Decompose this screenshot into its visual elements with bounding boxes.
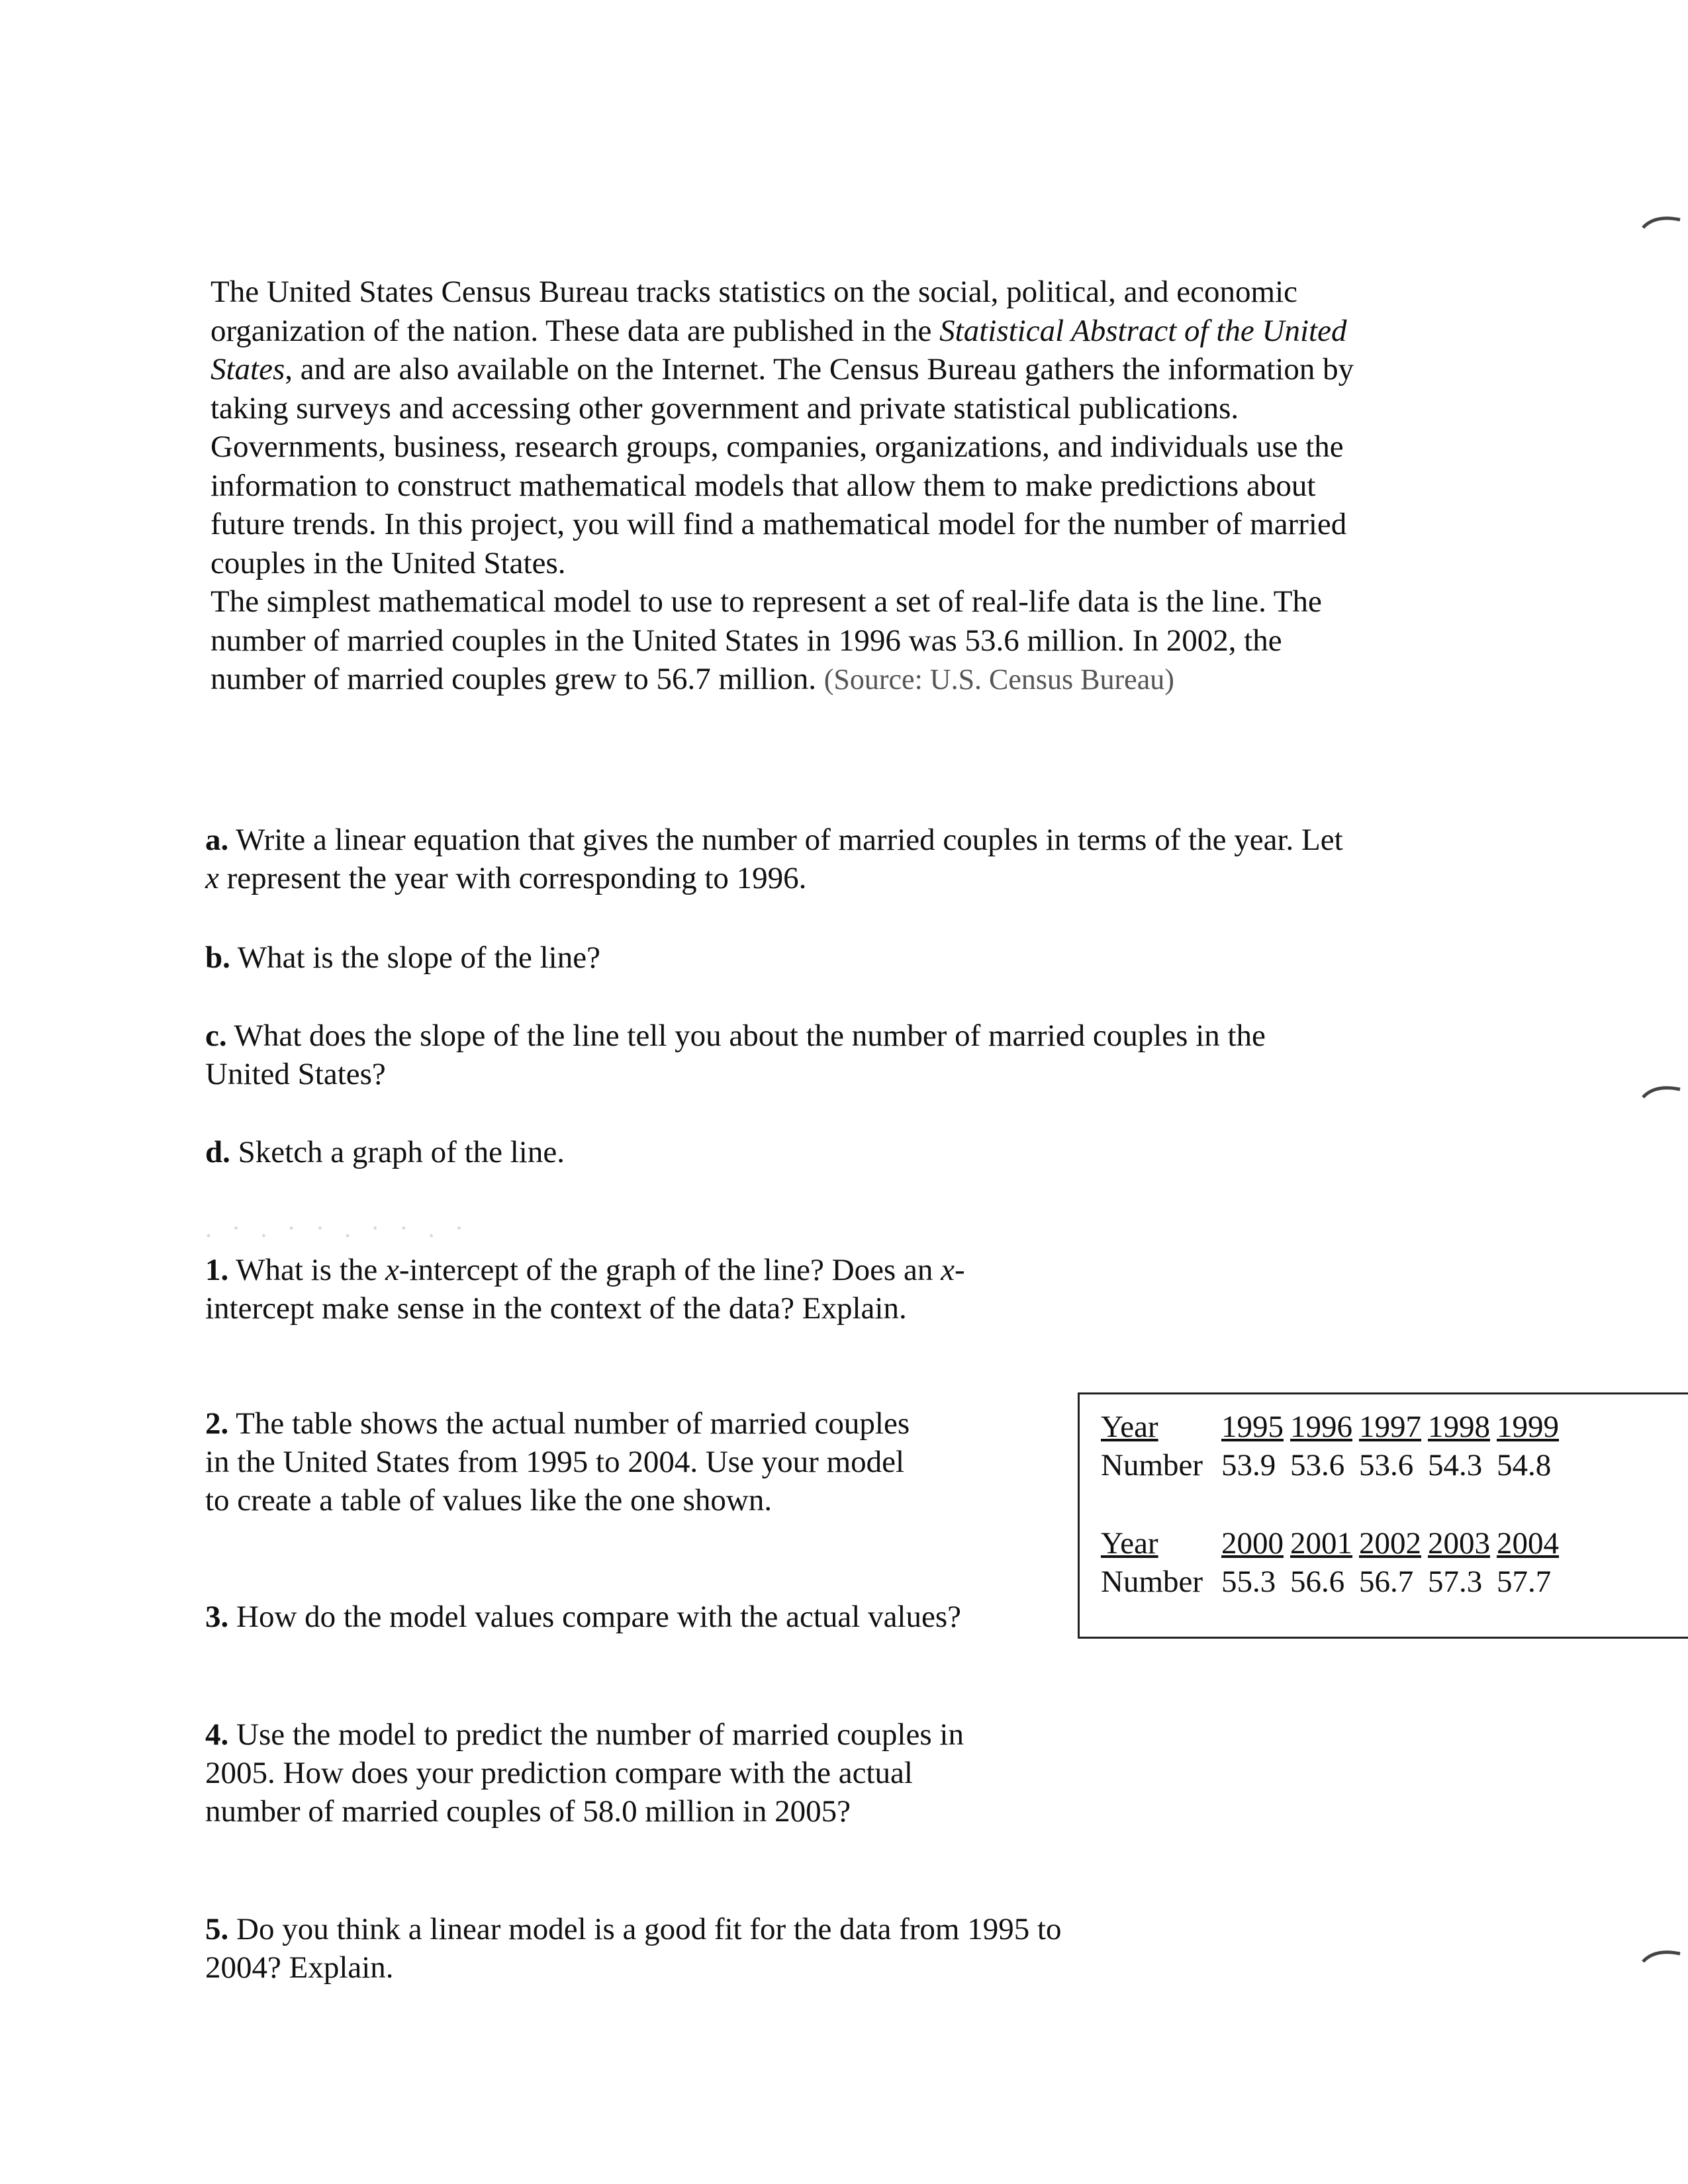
question-3	[205, 1598, 1000, 1636]
year-cell: 1995	[1221, 1410, 1284, 1444]
data-table-1995-1999	[1101, 1408, 1566, 1484]
question-b-label: b.	[205, 940, 230, 975]
question-1-text-b: -intercept of the graph of the line? Does an	[399, 1253, 941, 1287]
question-d	[205, 1133, 1357, 1171]
question-3-label: 3.	[205, 1600, 229, 1634]
question-a-text-a: Write a linear equation that gives the number of married couples in terms of the year. Let	[228, 823, 1343, 857]
year-cell: 2000	[1221, 1526, 1284, 1561]
intro-p1-text-a: The United States Census Bureau tracks statistics on the social, political, and economic organization of the nation. These data are published in the	[211, 275, 1297, 348]
statistical-abstract-title: Statistical Abstract of the United States	[211, 313, 1347, 387]
number-cell: 55.3	[1221, 1565, 1276, 1599]
year-row	[1101, 1408, 1566, 1446]
number-cell: 57.7	[1497, 1565, 1552, 1599]
question-a	[205, 821, 1357, 897]
question-d-text: Sketch a graph of the line.	[230, 1135, 565, 1169]
intro-text	[211, 273, 1376, 700]
binder-hole-shadow-icon	[1642, 213, 1681, 229]
number-cell: 54.8	[1497, 1448, 1552, 1482]
year-cell: 2002	[1359, 1526, 1422, 1561]
number-cell: 53.6	[1290, 1448, 1345, 1482]
number-row	[1101, 1446, 1566, 1484]
question-5-label: 5.	[205, 1912, 229, 1946]
question-2	[205, 1404, 933, 1520]
year-cell: 2003	[1428, 1526, 1491, 1561]
question-a-text-b: represent the year with corresponding to 1996.	[218, 861, 807, 895]
intro-p2-text: The simplest mathematical model to use to represent a set of real-life data is the line. The number of married couples in the United States in 1996 was 53.6 million. In 2002, the number of married couples grew to 56.7 million.	[211, 584, 1322, 696]
question-4	[205, 1715, 1000, 1831]
question-4-text: Use the model to predict the number of married couples in 2005. How does your prediction compare with the actual number of married couples of 58.0 million in 2005?	[205, 1717, 964, 1829]
number-cell: 56.7	[1359, 1565, 1414, 1599]
question-b	[205, 938, 1357, 977]
year-cell: 2001	[1290, 1526, 1353, 1561]
year-header: Year	[1101, 1410, 1158, 1444]
question-a-label: a.	[205, 823, 229, 857]
year-cell: 1997	[1359, 1410, 1422, 1444]
question-1-text-c: -intercept make sense in the context of the data? Explain.	[205, 1253, 965, 1326]
number-header: Number	[1101, 1448, 1203, 1482]
number-cell: 53.6	[1359, 1448, 1414, 1482]
question-2-text: The table shows the actual number of married couples in the United States from 1995 to 2004. Use your model to create a table of values like the one shown.	[205, 1406, 910, 1518]
question-1	[205, 1251, 1000, 1328]
year-cell: 1996	[1290, 1410, 1353, 1444]
year-cell: 1999	[1497, 1410, 1560, 1444]
number-cell: 54.3	[1428, 1448, 1483, 1482]
question-d-label: d.	[205, 1135, 230, 1169]
intro-paragraph-1	[211, 273, 1376, 582]
number-header: Number	[1101, 1565, 1203, 1599]
binder-hole-shadow-icon	[1642, 1947, 1681, 1963]
question-3-text: How do the model values compare with the actual values?	[228, 1600, 961, 1634]
year-cell: 1998	[1428, 1410, 1491, 1444]
data-table-2000-2004	[1101, 1524, 1566, 1601]
married-couples-data-box	[1078, 1392, 1688, 1639]
binder-hole-shadow-icon	[1642, 1083, 1681, 1099]
question-b-text: What is the slope of the line?	[230, 940, 600, 975]
question-1-variable-a: x	[385, 1253, 399, 1287]
intro-p1-text-b: , and are also available on the Internet. The Census Bureau gathers the information by taking surveys and accessing other government and private statistical publications. Governments, business, research groups, companies, organizations, and individuals use the information to construct mathematical models that allow them to make predictions about future trends. In this project, you will find a mathematical model for the number of married couples in the United States.	[211, 352, 1354, 580]
question-a-variable: x	[205, 861, 219, 895]
year-header: Year	[1101, 1526, 1158, 1561]
question-5	[205, 1910, 1066, 1987]
question-5-text: Do you think a linear model is a good fit for the data from 1995 to 2004? Explain.	[205, 1912, 1062, 1985]
year-row	[1101, 1524, 1566, 1563]
number-row	[1101, 1563, 1566, 1601]
source-citation: (Source: U.S. Census Bureau)	[823, 663, 1174, 696]
faded-heading-artifact: . · . · · . · · . ·	[205, 1213, 470, 1243]
question-c-label: c.	[205, 1019, 227, 1053]
question-c	[205, 1017, 1357, 1093]
number-cell: 57.3	[1428, 1565, 1483, 1599]
question-1-text-a: What is the	[228, 1253, 385, 1287]
question-c-text: What does the slope of the line tell you about the number of married couples in the United States?	[205, 1019, 1266, 1091]
question-4-label: 4.	[205, 1717, 229, 1752]
number-cell: 53.9	[1221, 1448, 1276, 1482]
number-cell: 56.6	[1290, 1565, 1345, 1599]
year-cell: 2004	[1497, 1526, 1560, 1561]
intro-paragraph-2	[211, 582, 1376, 700]
question-1-variable-b: x	[941, 1253, 955, 1287]
question-1-label: 1.	[205, 1253, 229, 1287]
question-2-label: 2.	[205, 1406, 229, 1441]
